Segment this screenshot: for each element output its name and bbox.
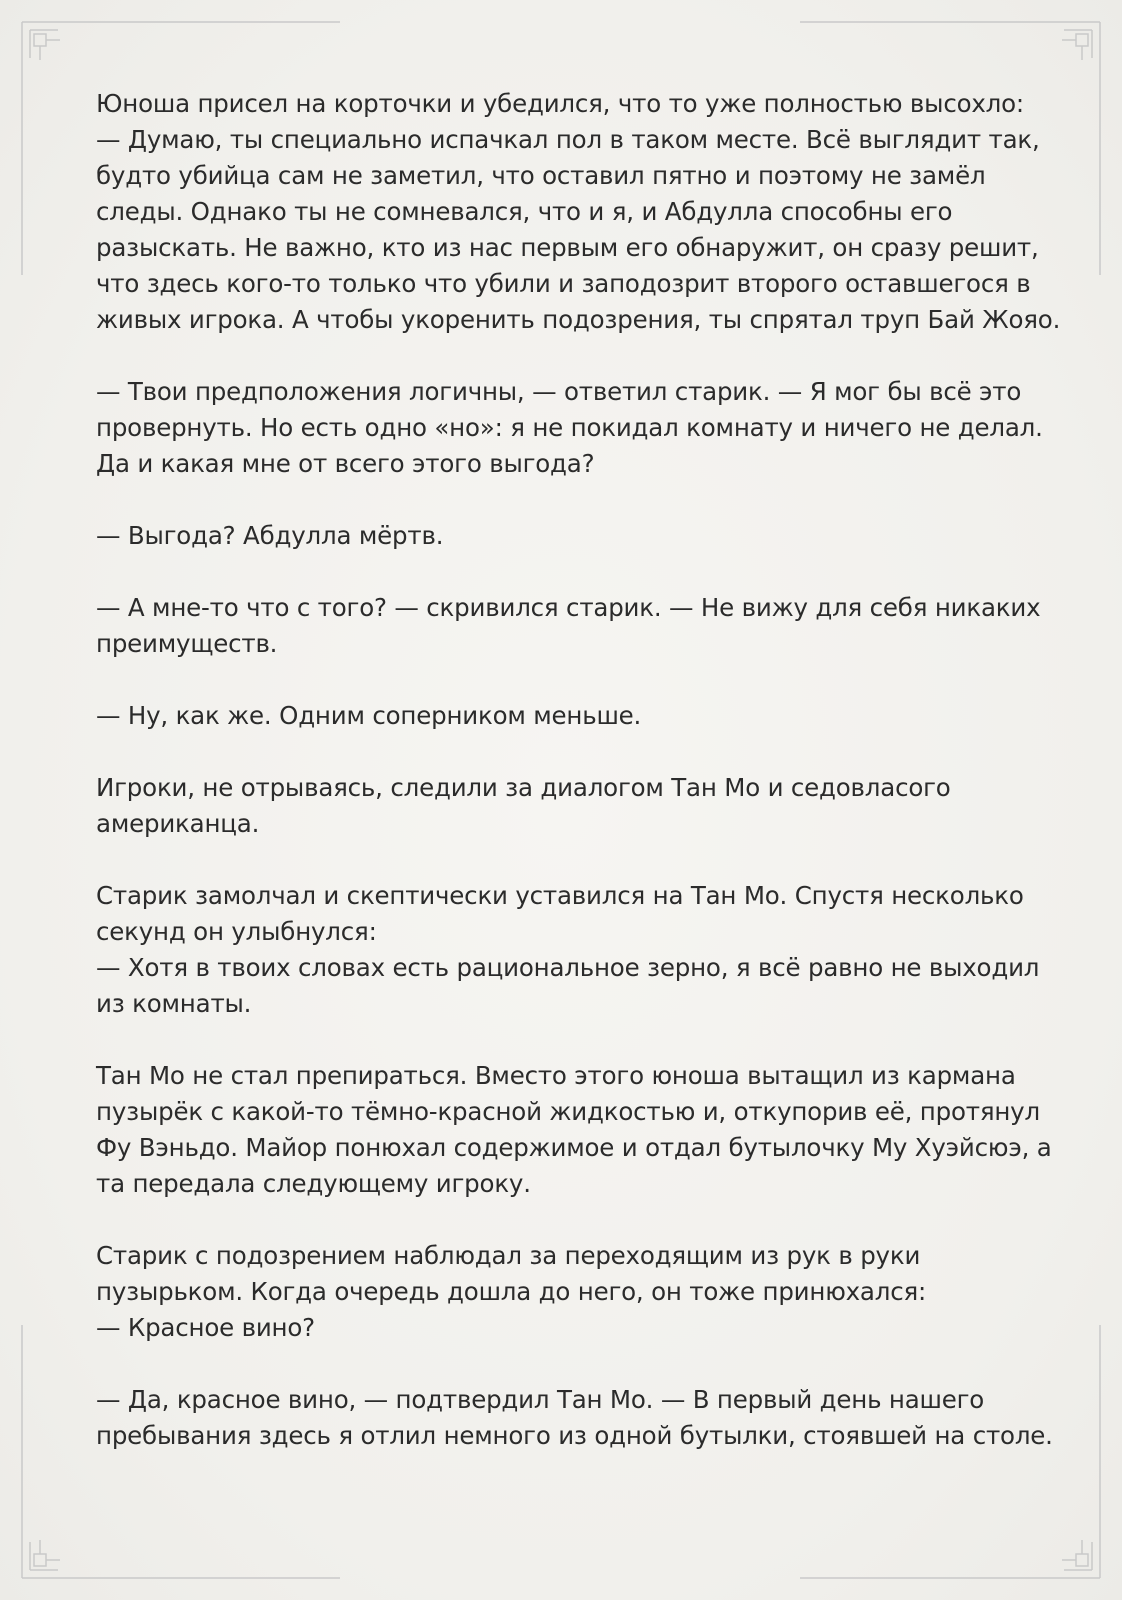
text-line: живых игрока. А чтобы укоренить подозрения, ты спрятал труп Бай Жояо. [96,305,1061,334]
text-line: Да и какая мне от всего этого выгода? [96,449,595,478]
text-line: Тан Мо не стал препираться. Вместо этого юноша вытащил из кармана [96,1061,1016,1090]
text-line: провернуть. Но есть одно «но»: я не покидал комнату и ничего не делал. [96,413,1043,442]
text-line: будто убийца сам не заметил, что оставил пятно и поэтому не замёл [96,161,986,190]
text-line: — Ну, как же. Одним соперником меньше. [96,701,642,730]
text-line: Игроки, не отрываясь, следили за диалогом Тан Мо и седовласого [96,773,951,802]
text-line: Старик с подозрением наблюдал за переходящим из рук в руки [96,1241,921,1270]
text-line: — Да, красное вино, — подтвердил Тан Мо. — В первый день нашего [96,1385,985,1414]
paragraph [96,770,1036,842]
paragraph [96,374,1043,482]
text-line: следы. Однако ты не сомневался, что и я, и Абдулла способны его [96,197,953,226]
chapter-text [96,86,1061,1490]
text-line: — Думаю, ты специально испачкал пол в таком месте. Всё выглядит так, [96,125,1040,154]
paragraph [96,1382,1053,1454]
text-line: Старик замолчал и скептически уставился на Тан Мо. Спустя несколько [96,881,1024,910]
paragraph [96,86,1061,338]
text-line: что здесь кого-то только что убили и заподозрит второго оставшегося в [96,269,1031,298]
paragraph [96,590,1041,662]
text-line: пребывания здесь я отлил немного из одной бутылки, стоявшей на столе. [96,1421,1053,1450]
paragraph [96,1238,1036,1346]
text-line: американца. [96,809,260,838]
text-line: пузырёк с какой-то тёмно-красной жидкостью и, откупорив её, протянул [96,1097,1040,1126]
text-line: — Хотя в твоих словах есть рациональное зерно, я всё равно не выходил [96,953,1040,982]
text-line: разыскать. Не важно, кто из нас первым его обнаружит, он сразу решит, [96,233,1039,262]
text-line: Фу Вэньдо. Майор понюхал содержимое и отдал бутылочку Му Хуэйсюэ, а [96,1133,1052,1162]
text-line: — Выгода? Абдулла мёртв. [96,521,444,550]
text-line: преимуществ. [96,629,278,658]
text-line: — А мне-то что с того? — скривился старик. — Не вижу для себя никаких [96,593,1041,622]
text-line: из комнаты. [96,989,252,1018]
text-line: секунд он улыбнулся: [96,917,377,946]
text-line: — Красное вино? [96,1313,315,1342]
text-line: — Твои предположения логичны, — ответил старик. — Я мог бы всё это [96,377,1022,406]
text-line: та передала следующему игроку. [96,1169,531,1198]
text-line: Юноша присел на корточки и убедился, что то уже полностью высохло: [96,89,1024,118]
paragraph [96,698,1036,734]
paragraph [96,1058,1052,1202]
paragraph [96,878,1040,1022]
text-line: пузырьком. Когда очередь дошла до него, он тоже принюхался: [96,1277,927,1306]
paragraph [96,518,1036,554]
